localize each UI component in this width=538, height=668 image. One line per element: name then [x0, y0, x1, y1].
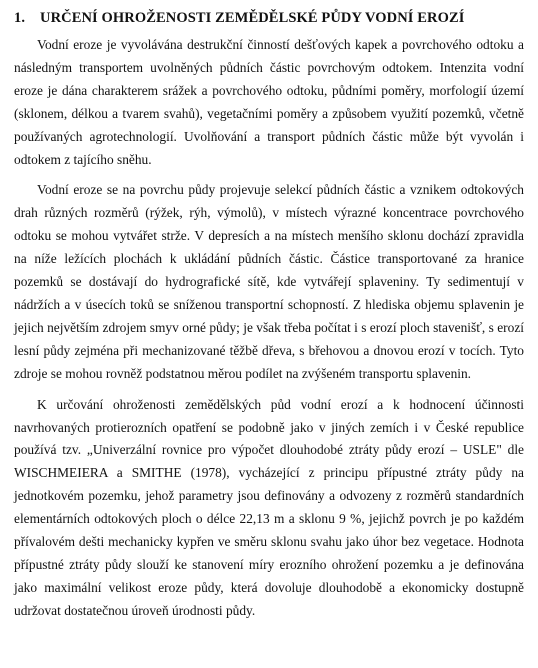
section-number: 1.: [14, 10, 26, 26]
paragraph-usle-method: K určování ohroženosti zemědělských půd vodní erozí a k hodnocení účinnosti navrhovaných protierozních opatření se podobně jako v jiných zemích i v České republice používá tzv. „Univerzální rovnice pro výpočet dlouhodobé ztráty půdy erozí – USLE" dle WISCHMEIERA a SMITHE (1978), vycházející z principu přípustné ztráty půdy na jednotkovém pozemku, jehož parametry jsou definovány a odvozeny z rozměrů standardních elementárních odtokových ploch o délce 22,13 m a sklonu 9 %, jejichž povrch je po každém přívalovém dešti mechanicky kypřen ve směru sklonu svahu jako úhor bez vegetace. Hodnota přípustné ztráty půdy slouží ke stanovení míry erozního ohrožení pozemku a je definována jako maximální velikost eroze půdy, která dovoluje dlouhodobě a ekonomicky dostupně udržovat dostatečnou úroveň úrodnosti půdy.: [14, 396, 524, 618]
section-heading: [14, 8, 524, 28]
paragraph-erosion-causes: Vodní eroze je vyvolávána destrukční činností dešťových kapek a povrchového odtoku a následným transportem uvolněných půdních částic povrchovým odtokem. Intenzita vodní eroze je dána charakterem srážek a povrchového odtoku, půdními poměry, morfologií území (sklonem, délkou a tvarem svahů), vegetačními poměry a způsobem využití pozemků, včetně používaných agrotechnologií. Uvolňování a transport půdních částic může být vyvolán i odtokem z tajícího sněhu.: [14, 37, 524, 167]
section-title: URČENÍ OHROŽENOSTI ZEMĚDĚLSKÉ PŮDY VODNÍ EROZÍ: [40, 10, 465, 26]
paragraph-erosion-effects: Vodní eroze se na povrchu půdy projevuje selekcí půdních částic a vznikem odtokových drah různých rozměrů (rýžek, rýh, výmolů), v místech výrazné koncentrace povrchového odtoku se mohou vytvářet strže. V depresích a na místech menšího sklonu dochází zpravidla na níže ležících plochách k ukládání půdních částic. Částice transportované za hranice pozemků se dostávají do hydrografické sítě, kde vytvářejí splaveniny. Ty sedimentují v nádržích a v úsecích toků se sníženou transportní schopností. Z hlediska objemu splavenin je jejich největším zdrojem smyv orné půdy; je však třeba počítat i s erozí ploch stavenišť, s erozí lesní půdy zejména při mechanizované těžbě dřeva, s břehovou a dnovou erozí v tocích. Tyto zdroje se mohou rovněž podstatnou měrou podílet na zvýšeném transportu splavenin.: [14, 182, 524, 381]
